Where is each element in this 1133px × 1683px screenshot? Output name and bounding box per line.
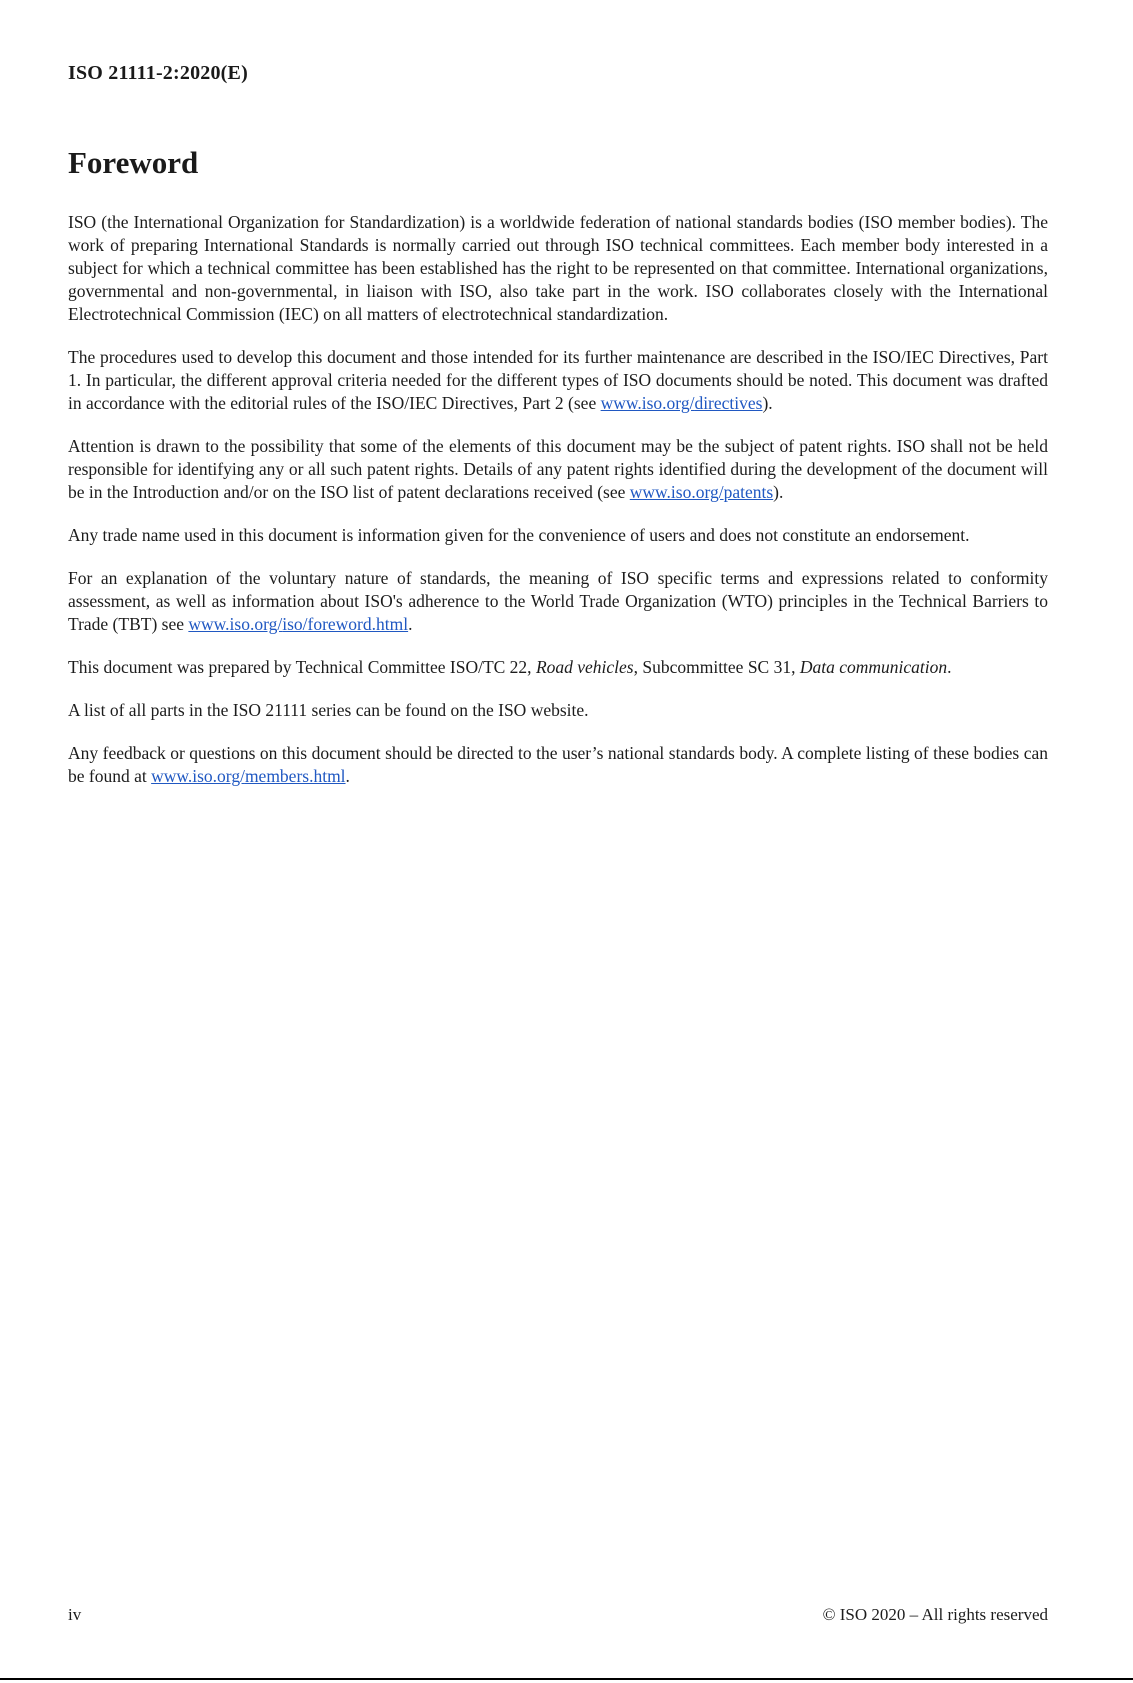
paragraph: This document was prepared by Technical Committee ISO/TC 22, Road vehicles, Subcommittee SC 31, Data communication.: [68, 657, 952, 677]
paragraph: Attention is drawn to the possibility that some of the elements of this document may be the subject of patent rights. ISO shall not be held responsible for identifying any or all such patent rights. Details of any patent rights identified during the development of the document will be in the Introduction and/or on the ISO list of patent declarations received (see www.iso.org/patents).: [68, 436, 1048, 502]
document-body: [68, 211, 1048, 788]
hyperlink[interactable]: www.iso.org/directives: [600, 393, 763, 413]
paragraph: A list of all parts in the ISO 21111 series can be found on the ISO website.: [68, 700, 589, 720]
paragraph: The procedures used to develop this document and those intended for its further maintenance are described in the ISO/IEC Directives, Part 1. In particular, the different approval criteria needed for the different types of ISO documents should be noted. This document was drafted in accordance with the editorial rules of the ISO/IEC Directives, Part 2 (see www.iso.org/directives).: [68, 347, 1048, 413]
italic-text: Road vehicles: [535, 657, 634, 677]
hyperlink[interactable]: www.iso.org/patents: [629, 482, 774, 502]
page-bottom-rule: [0, 1678, 1133, 1680]
page-number: iv: [68, 1605, 82, 1624]
page-content: [68, 0, 1048, 808]
paragraph: Any feedback or questions on this document should be directed to the user’s national standards body. A complete listing of these bodies can be found at www.iso.org/members.html.: [68, 743, 1048, 786]
paragraph: For an explanation of the voluntary nature of standards, the meaning of ISO specific terms and expressions related to conformity assessment, as well as information about ISO's adherence to the World Trade Organization (WTO) principles in the Technical Barriers to Trade (TBT) see www.iso.org/iso/foreword.html.: [68, 568, 1048, 634]
italic-text: Data communication: [799, 657, 948, 677]
running-header: ISO 21111-2:2020(E): [68, 62, 248, 84]
hyperlink[interactable]: www.iso.org/members.html: [151, 766, 346, 786]
page-title: Foreword: [68, 145, 199, 180]
paragraph: ISO (the International Organization for Standardization) is a worldwide federation of national standards bodies (ISO member bodies). The work of preparing International Standards is normally carried out through ISO technical committees. Each member body interested in a subject for which a technical committee has been established has the right to be represented on that committee. International organizations, governmental and non-governmental, in liaison with ISO, also take part in the work. ISO collaborates closely with the International Electrotechnical Commission (IEC) on all matters of electrotechnical standardization.: [68, 212, 1048, 324]
paragraph: Any trade name used in this document is information given for the convenience of users and does not constitute an endorsement.: [68, 525, 970, 545]
hyperlink[interactable]: www.iso.org/iso/foreword.html: [188, 614, 409, 634]
copyright-notice: © ISO 2020 – All rights reserved: [822, 1605, 1048, 1624]
page-footer: [68, 1605, 1048, 1625]
